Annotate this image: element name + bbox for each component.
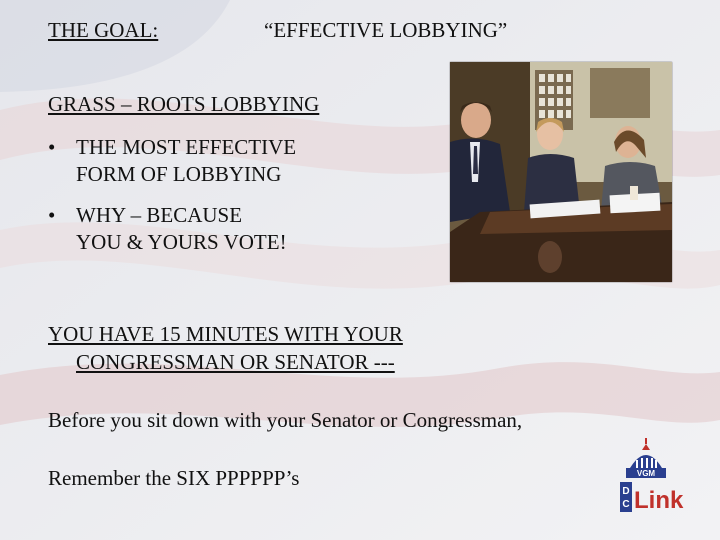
before-text: Before you sit down with your Senator or Congressman, xyxy=(48,408,523,432)
bullet-list xyxy=(48,134,428,270)
meeting-callout xyxy=(48,320,608,376)
goal-quote: “EFFECTIVE LOBBYING” xyxy=(264,18,508,42)
bullet-icon: • xyxy=(48,203,56,227)
svg-text:C: C xyxy=(622,499,630,510)
bullet-line: WHY – BECAUSE xyxy=(76,203,243,227)
bullet-line: THE MOST EFFECTIVE xyxy=(76,135,297,159)
bullet-line: YOU & YOURS VOTE! xyxy=(76,230,287,254)
meeting-photo xyxy=(450,62,672,282)
bullet-line: FORM OF LOBBYING xyxy=(76,162,282,186)
meeting-line: CONGRESSMAN OR SENATOR --- xyxy=(76,350,395,374)
bullet-icon: • xyxy=(48,135,56,159)
bullet-item xyxy=(48,134,428,188)
svg-text:Link: Link xyxy=(634,487,684,514)
svg-text:VGM: VGM xyxy=(636,469,656,478)
vgm-dc-link-logo xyxy=(612,436,684,514)
bullet-item xyxy=(48,202,428,256)
remember-text: Remember the SIX PPPPPP’s xyxy=(48,466,300,490)
meeting-line: YOU HAVE 15 MINUTES WITH YOUR xyxy=(48,322,403,346)
subheading: GRASS – ROOTS LOBBYING xyxy=(48,92,320,116)
svg-text:D: D xyxy=(622,486,630,497)
goal-label: THE GOAL: xyxy=(48,18,159,42)
